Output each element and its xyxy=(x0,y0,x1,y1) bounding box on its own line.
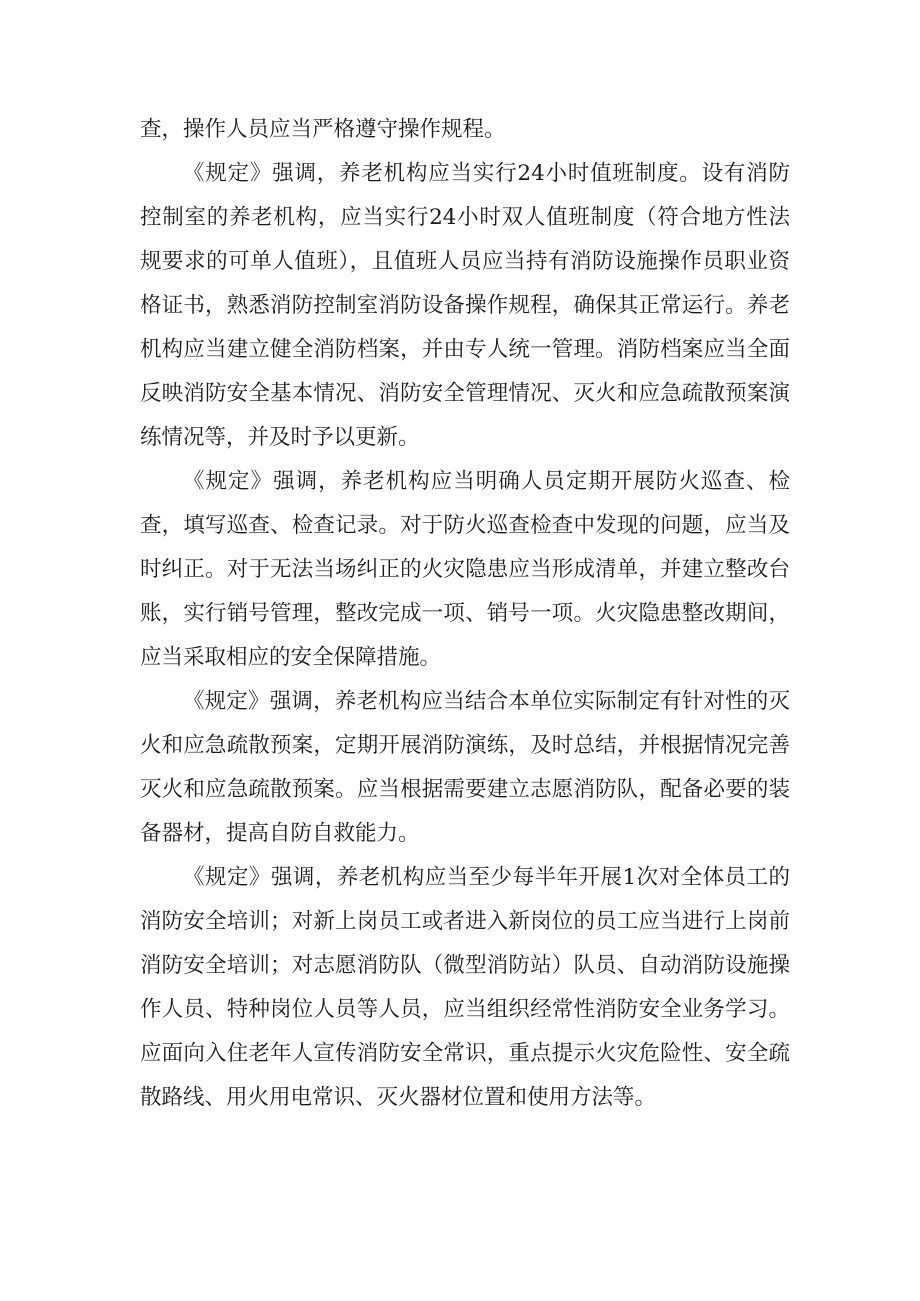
paragraph-safety-training: 《规定》强调，养老机构应当至少每半年开展1次对全体员工的消防安全培训；对新上岗员工或者进入新岗位的员工应当进行上岗前消防安全培训；对志愿消防队（微型消防站）队员、自动消防设施操作人员、特种岗位人员等人员，应当组织经常性消防安全业务学习。应面向入住老年人宣传消防安全常识，重点提示火灾危险性、安全疏散路线、用火用电常识、灭火器材位置和使用方法等。 xyxy=(140,865,790,1110)
paragraph-duty-system: 《规定》强调，养老机构应当实行24小时值班制度。设有消防控制室的养老机构，应当实行24小时双人值班制度（符合地方性法规要求的可单人值班），且值班人员应当持有消防设施操作员职业资格证书，熟悉消防控制室消防设备操作规程，确保其正常运行。养老机构应当建立健全消防档案，并由专人统一管理。消防档案应当全面反映消防安全基本情况、消防安全管理情况、灭火和应急疏散预案演练情况等，并及时予以更新。 xyxy=(140,161,790,450)
paragraph-continuation: 查，操作人员应当严格遵守操作规程。 xyxy=(140,117,506,142)
document-page xyxy=(140,108,790,1120)
paragraph-fire-inspection: 《规定》强调，养老机构应当明确人员定期开展防火巡查、检查，填写巡查、检查记录。对于防火巡查检查中发现的问题，应当及时纠正。对于无法当场纠正的火灾隐患应当形成清单，并建立整改台账，实行销号管理，整改完成一项、销号一项。火灾隐患整改期间，应当采取相应的安全保障措施。 xyxy=(140,469,790,670)
paragraph-emergency-plan: 《规定》强调，养老机构应当结合本单位实际制定有针对性的灭火和应急疏散预案，定期开展消防演练，及时总结，并根据情况完善灭火和应急疏散预案。应当根据需要建立志愿消防队，配备必要的装备器材，提高自防自救能力。 xyxy=(140,689,790,846)
